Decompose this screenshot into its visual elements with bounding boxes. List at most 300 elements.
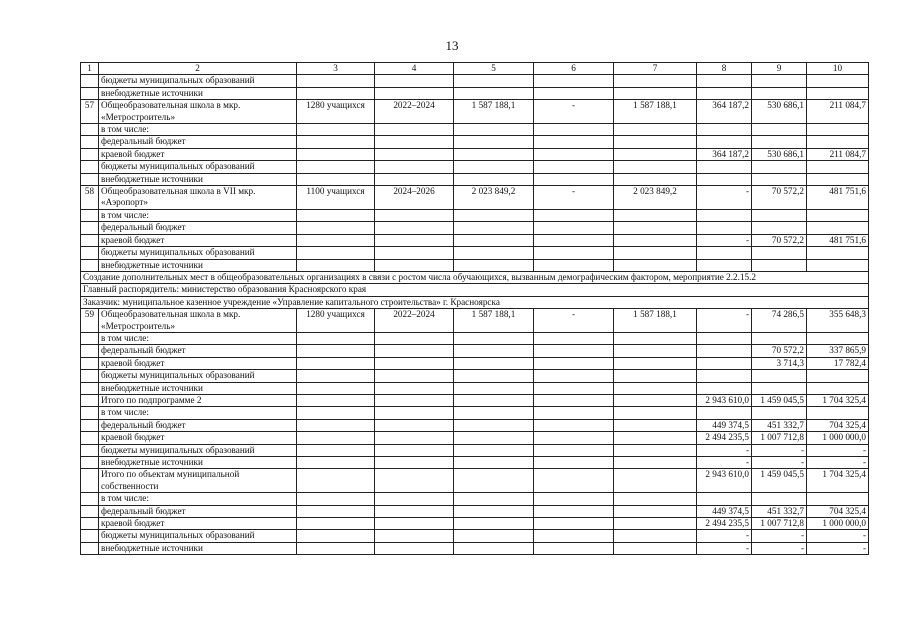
row-number-cell: [81, 136, 99, 148]
item-name-cell: внебюджетные источники: [99, 87, 297, 99]
table-cell: [454, 542, 534, 554]
table-cell: -: [697, 186, 752, 210]
table-cell: [454, 161, 534, 173]
table-row: [81, 173, 869, 185]
item-name-cell: бюджеты муниципальных образований: [99, 75, 297, 87]
table-cell: [614, 357, 697, 369]
table-cell: [375, 419, 454, 431]
table-row: [81, 407, 869, 419]
table-cell: [375, 161, 454, 173]
table-cell: -: [697, 234, 752, 246]
table-cell: [375, 75, 454, 87]
table-cell: 364 187,2: [697, 148, 752, 160]
table-cell: [297, 234, 375, 246]
table-cell: 2 943 610,0: [697, 394, 752, 406]
table-cell: [752, 493, 807, 505]
column-header: 4: [375, 63, 454, 75]
item-name-cell: федеральный бюджет: [99, 136, 297, 148]
item-name-cell: внебюджетные источники: [99, 457, 297, 469]
table-cell: [375, 407, 454, 419]
table-cell: -: [807, 542, 869, 554]
table-cell: 1100 учащихся: [297, 186, 375, 210]
item-name-cell: федеральный бюджет: [99, 345, 297, 357]
row-number-cell: [81, 259, 99, 271]
table-cell: 70 572,2: [752, 345, 807, 357]
table-cell: -: [697, 542, 752, 554]
table-cell: [297, 457, 375, 469]
table-cell: [454, 357, 534, 369]
table-cell: 74 286,5: [752, 309, 807, 333]
table-row: [81, 444, 869, 456]
table-cell: [297, 136, 375, 148]
table-cell: -: [697, 309, 752, 333]
table-cell: [454, 444, 534, 456]
table-cell: 2 494 235,5: [697, 432, 752, 444]
row-number-cell: [81, 493, 99, 505]
item-name-cell: краевой бюджет: [99, 148, 297, 160]
table-cell: 1 587 188,1: [454, 309, 534, 333]
table-cell: 530 686,1: [752, 100, 807, 124]
table-cell: [697, 345, 752, 357]
table-cell: [752, 161, 807, 173]
table-cell: [297, 444, 375, 456]
table-cell: [297, 407, 375, 419]
table-cell: [375, 432, 454, 444]
page-number: 13: [445, 38, 459, 53]
item-name-cell: бюджеты муниципальных образований: [99, 370, 297, 382]
table-cell: [297, 75, 375, 87]
table-cell: 1 459 045,5: [752, 469, 807, 493]
table-cell: 364 187,2: [697, 100, 752, 124]
table-cell: [375, 259, 454, 271]
table-row: [81, 247, 869, 259]
table-cell: [375, 247, 454, 259]
table-cell: [807, 173, 869, 185]
table-cell: [534, 75, 614, 87]
item-name-cell: внебюджетные источники: [99, 382, 297, 394]
column-header: 10: [807, 63, 869, 75]
table-cell: [752, 173, 807, 185]
table-row: [81, 505, 869, 517]
table-cell: [752, 87, 807, 99]
table-cell: [752, 332, 807, 344]
section-heading: Главный распорядитель: министерство образования Красноярского края: [81, 284, 869, 296]
table-cell: -: [534, 100, 614, 124]
table-cell: [807, 209, 869, 221]
table-cell: [297, 419, 375, 431]
row-number-cell: [81, 530, 99, 542]
table-cell: [697, 136, 752, 148]
table-row: [81, 542, 869, 554]
table-row: [81, 394, 869, 406]
table-cell: [697, 161, 752, 173]
table-cell: [697, 382, 752, 394]
table-cell: 3 714,3: [752, 357, 807, 369]
table-cell: 211 084,7: [807, 148, 869, 160]
row-number-cell: [81, 394, 99, 406]
table-cell: [375, 357, 454, 369]
table-cell: [807, 124, 869, 136]
table-cell: [614, 518, 697, 530]
row-number-cell: [81, 161, 99, 173]
section-heading: Создание дополнительных мест в общеобразовательных организациях в связи с ростом числа обучающихся, вызванным демографическим фактором, мероприятие 2.2.15.2: [81, 271, 869, 283]
row-number-cell: [81, 469, 99, 493]
table-cell: [375, 136, 454, 148]
table-cell: [297, 542, 375, 554]
item-name-cell: внебюджетные источники: [99, 259, 297, 271]
table-cell: 337 865,9: [807, 345, 869, 357]
table-cell: [375, 148, 454, 160]
table-row: [81, 309, 869, 333]
table-row: [81, 382, 869, 394]
table-cell: [375, 457, 454, 469]
item-name-cell: Общеобразовательная школа в VII мкр. «Аэропорт»: [99, 186, 297, 210]
item-name-cell: краевой бюджет: [99, 432, 297, 444]
table-cell: [697, 259, 752, 271]
table-cell: [375, 87, 454, 99]
table-cell: -: [752, 457, 807, 469]
table-cell: 17 782,4: [807, 357, 869, 369]
row-number-cell: [81, 173, 99, 185]
table-cell: [614, 209, 697, 221]
table-cell: [534, 161, 614, 173]
table-cell: [297, 87, 375, 99]
table-cell: [454, 419, 534, 431]
table-cell: [807, 247, 869, 259]
table-row: [81, 161, 869, 173]
table-cell: 70 572,2: [752, 186, 807, 210]
table-cell: [454, 222, 534, 234]
column-header: 9: [752, 63, 807, 75]
table-cell: [297, 493, 375, 505]
table-cell: [752, 209, 807, 221]
table-cell: [454, 493, 534, 505]
table-cell: 1 587 188,1: [454, 100, 534, 124]
table-cell: [614, 432, 697, 444]
row-number-cell: [81, 209, 99, 221]
table-cell: 1 587 188,1: [614, 309, 697, 333]
table-cell: [454, 124, 534, 136]
column-header: 1: [81, 63, 99, 75]
table-cell: 2 023 849,2: [454, 186, 534, 210]
table-cell: -: [697, 444, 752, 456]
table-cell: [534, 124, 614, 136]
table-cell: 1 459 045,5: [752, 394, 807, 406]
table-cell: 451 332,7: [752, 505, 807, 517]
table-cell: [375, 469, 454, 493]
table-row: [81, 419, 869, 431]
table-row: [81, 432, 869, 444]
table-row: [81, 222, 869, 234]
table-cell: [807, 136, 869, 148]
table-cell: [807, 382, 869, 394]
table-cell: [752, 370, 807, 382]
table-cell: [752, 75, 807, 87]
table-cell: [454, 382, 534, 394]
table-cell: [534, 357, 614, 369]
table-cell: [534, 505, 614, 517]
table-cell: [454, 75, 534, 87]
row-number-cell: 58: [81, 186, 99, 210]
table-cell: [697, 173, 752, 185]
table-row: [81, 75, 869, 87]
section-heading-row: [81, 284, 869, 296]
item-name-cell: Общеобразовательная школа в мкр. «Метростроитель»: [99, 309, 297, 333]
table-row: [81, 457, 869, 469]
table-cell: [454, 173, 534, 185]
table-cell: 2022–2024: [375, 100, 454, 124]
table-cell: [807, 493, 869, 505]
item-name-cell: внебюджетные источники: [99, 173, 297, 185]
table-cell: [375, 124, 454, 136]
table-cell: -: [807, 444, 869, 456]
table-cell: [807, 222, 869, 234]
table-cell: [375, 222, 454, 234]
table-cell: 481 751,6: [807, 186, 869, 210]
table-cell: [375, 332, 454, 344]
item-name-cell: бюджеты муниципальных образований: [99, 161, 297, 173]
table-cell: [534, 493, 614, 505]
table-cell: [375, 394, 454, 406]
table-cell: [614, 542, 697, 554]
table-cell: [534, 419, 614, 431]
section-heading-row: [81, 296, 869, 308]
table-row: [81, 357, 869, 369]
table-cell: [752, 124, 807, 136]
table-cell: [614, 505, 697, 517]
item-name-cell: в том числе:: [99, 493, 297, 505]
table-cell: [752, 259, 807, 271]
table-cell: -: [752, 530, 807, 542]
table-row: [81, 136, 869, 148]
row-number-cell: 59: [81, 309, 99, 333]
table-cell: [454, 530, 534, 542]
table-cell: [454, 247, 534, 259]
table-cell: [297, 518, 375, 530]
table-row: [81, 259, 869, 271]
table-cell: [375, 345, 454, 357]
table-cell: [454, 234, 534, 246]
table-cell: -: [807, 530, 869, 542]
table-cell: [697, 87, 752, 99]
table-cell: [454, 457, 534, 469]
table-cell: [752, 382, 807, 394]
table-cell: 1 704 325,4: [807, 469, 869, 493]
table-cell: [297, 173, 375, 185]
table-cell: [614, 173, 697, 185]
table-cell: [614, 407, 697, 419]
item-name-cell: федеральный бюджет: [99, 505, 297, 517]
row-number-cell: [81, 457, 99, 469]
table-cell: [454, 505, 534, 517]
table-cell: [534, 247, 614, 259]
section-heading: Заказчик: муниципальное казенное учреждение «Управление капитального строительства» г. Красноярска: [81, 296, 869, 308]
table-cell: [697, 332, 752, 344]
table-cell: 449 374,5: [697, 419, 752, 431]
table-cell: [614, 530, 697, 542]
table-cell: -: [697, 530, 752, 542]
item-name-cell: краевой бюджет: [99, 518, 297, 530]
table-row: [81, 518, 869, 530]
table-cell: [375, 493, 454, 505]
table-cell: [297, 370, 375, 382]
table-cell: [614, 222, 697, 234]
table-cell: [534, 407, 614, 419]
table-cell: 1 007 712,8: [752, 432, 807, 444]
table-cell: [752, 136, 807, 148]
table-cell: [534, 394, 614, 406]
table-cell: [807, 75, 869, 87]
table-row: [81, 234, 869, 246]
table-cell: [752, 247, 807, 259]
table-cell: [454, 209, 534, 221]
table-cell: [534, 530, 614, 542]
row-number-cell: [81, 518, 99, 530]
row-number-cell: [81, 247, 99, 259]
table-cell: 1 000 000,0: [807, 518, 869, 530]
item-name-cell: бюджеты муниципальных образований: [99, 530, 297, 542]
table-cell: [752, 407, 807, 419]
row-number-cell: [81, 75, 99, 87]
table-cell: 1 587 188,1: [614, 100, 697, 124]
table-cell: 704 325,4: [807, 419, 869, 431]
table-cell: [297, 357, 375, 369]
table-cell: 70 572,2: [752, 234, 807, 246]
table-cell: [614, 87, 697, 99]
table-cell: [697, 75, 752, 87]
table-cell: [614, 332, 697, 344]
table-cell: [297, 209, 375, 221]
table-cell: [534, 382, 614, 394]
table-cell: [297, 222, 375, 234]
table-cell: [454, 370, 534, 382]
row-number-cell: [81, 419, 99, 431]
table-cell: 2 943 610,0: [697, 469, 752, 493]
table-cell: [614, 444, 697, 456]
table-cell: [614, 148, 697, 160]
table-header-row: [81, 63, 869, 75]
table-cell: [614, 394, 697, 406]
table-row: [81, 530, 869, 542]
table-cell: [534, 457, 614, 469]
table-cell: [534, 542, 614, 554]
item-name-cell: краевой бюджет: [99, 234, 297, 246]
table-row: [81, 186, 869, 210]
item-name-cell: внебюджетные источники: [99, 542, 297, 554]
table-cell: 530 686,1: [752, 148, 807, 160]
table-cell: [807, 407, 869, 419]
column-header: 6: [534, 63, 614, 75]
table-cell: 481 751,6: [807, 234, 869, 246]
column-header: 5: [454, 63, 534, 75]
table-cell: [297, 505, 375, 517]
table-cell: -: [752, 444, 807, 456]
table-cell: [297, 259, 375, 271]
item-name-cell: в том числе:: [99, 332, 297, 344]
table-cell: [697, 407, 752, 419]
table-row: [81, 124, 869, 136]
table-cell: [454, 345, 534, 357]
item-name-cell: бюджеты муниципальных образований: [99, 444, 297, 456]
table-row: [81, 332, 869, 344]
table-cell: [614, 457, 697, 469]
row-number-cell: [81, 382, 99, 394]
table-cell: [697, 222, 752, 234]
table-cell: -: [534, 309, 614, 333]
table-cell: -: [534, 186, 614, 210]
table-row: [81, 209, 869, 221]
table-cell: [614, 382, 697, 394]
table-cell: [614, 136, 697, 148]
table-cell: [375, 542, 454, 554]
row-number-cell: [81, 124, 99, 136]
table-cell: [697, 209, 752, 221]
table-cell: [697, 247, 752, 259]
item-name-cell: в том числе:: [99, 407, 297, 419]
table-cell: [534, 87, 614, 99]
table-cell: [375, 234, 454, 246]
table-cell: [297, 469, 375, 493]
column-header: 8: [697, 63, 752, 75]
table-cell: [297, 345, 375, 357]
table-cell: 449 374,5: [697, 505, 752, 517]
table-cell: [614, 259, 697, 271]
table-cell: [375, 444, 454, 456]
item-name-cell: бюджеты муниципальных образований: [99, 247, 297, 259]
item-name-cell: Итого по объектам муниципальной собственности: [99, 469, 297, 493]
table-cell: [807, 161, 869, 173]
row-number-cell: [81, 542, 99, 554]
column-header: 2: [99, 63, 297, 75]
table-row: [81, 345, 869, 357]
table-cell: [297, 148, 375, 160]
table-cell: [534, 469, 614, 493]
table-cell: [534, 444, 614, 456]
table-cell: [297, 394, 375, 406]
item-name-cell: федеральный бюджет: [99, 419, 297, 431]
item-name-cell: в том числе:: [99, 209, 297, 221]
row-number-cell: [81, 370, 99, 382]
row-number-cell: 57: [81, 100, 99, 124]
table-cell: [534, 173, 614, 185]
row-number-cell: [81, 407, 99, 419]
item-name-cell: федеральный бюджет: [99, 222, 297, 234]
table-cell: [697, 357, 752, 369]
table-cell: [534, 209, 614, 221]
table-cell: [454, 148, 534, 160]
table-row: [81, 370, 869, 382]
table-cell: 1 007 712,8: [752, 518, 807, 530]
row-number-cell: [81, 444, 99, 456]
column-header: 3: [297, 63, 375, 75]
table-cell: [297, 530, 375, 542]
item-name-cell: Общеобразовательная школа в мкр. «Метростроитель»: [99, 100, 297, 124]
table-cell: 451 332,7: [752, 419, 807, 431]
table-cell: [375, 209, 454, 221]
table-cell: [534, 345, 614, 357]
row-number-cell: [81, 234, 99, 246]
table-cell: [534, 518, 614, 530]
row-number-cell: [81, 87, 99, 99]
table-row: [81, 148, 869, 160]
table-cell: [454, 432, 534, 444]
table-cell: [614, 469, 697, 493]
table-cell: 1 704 325,4: [807, 394, 869, 406]
row-number-cell: [81, 345, 99, 357]
table-cell: [454, 394, 534, 406]
table-cell: [375, 518, 454, 530]
table-cell: 1280 учащихся: [297, 309, 375, 333]
